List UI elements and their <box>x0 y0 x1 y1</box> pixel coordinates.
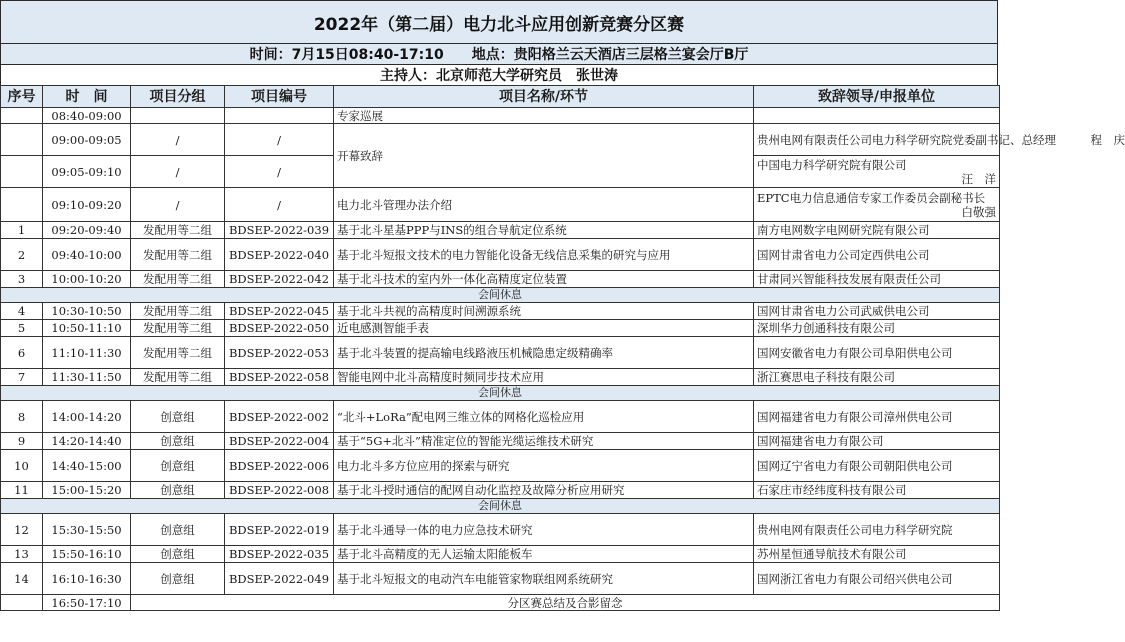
unit-org: EPTC电力信息通信专家工作委员会副秘书长 <box>757 190 986 205</box>
cell-unit <box>754 188 1000 222</box>
cell-time: 11:10-11:30 <box>43 337 131 369</box>
cell-code: BDSEP-2022-006 <box>225 450 334 482</box>
cell-code: BDSEP-2022-002 <box>225 401 334 433</box>
cell-time: 11:30-11:50 <box>43 369 131 386</box>
cell-unit: 深圳华力创通科技有限公司 <box>754 320 1000 337</box>
cell-group: 创意组 <box>131 546 225 563</box>
cell-group: / <box>131 124 225 156</box>
cell-name: 基于北斗短报文的电动汽车电能管家物联组网系统研究 <box>334 563 754 595</box>
cell-unit: 贵州电网有限责任公司电力科学研究院党委副书记、总经理 程 庆 <box>754 124 1000 156</box>
host-line: 主持人：北京师范大学研究员 张世涛 <box>0 64 998 86</box>
cell-time: 09:10-09:20 <box>43 188 131 222</box>
cell-group: 创意组 <box>131 401 225 433</box>
cell-name: 基于北斗共视的高精度时间溯源系统 <box>334 303 754 320</box>
cell-group: 创意组 <box>131 450 225 482</box>
cell-no: 11 <box>1 482 43 499</box>
cell-group <box>131 108 225 124</box>
table-row <box>1 546 1000 563</box>
cell-name: 基于“5G+北斗”精准定位的智能光缆运维技术研究 <box>334 433 754 450</box>
table-row <box>1 303 1000 320</box>
cell-no: 12 <box>1 514 43 546</box>
cell-no: 1 <box>1 222 43 239</box>
break-label: 会间休息 <box>1 499 1000 514</box>
cell-group: 发配用等二组 <box>131 337 225 369</box>
cell-unit: 国网浙江省电力有限公司绍兴供电公司 <box>754 563 1000 595</box>
unit-org: 中国电力科学研究院有限公司 <box>757 157 907 172</box>
col-header-unit: 致辞领导/申报单位 <box>754 86 1000 108</box>
cell-group: 创意组 <box>131 482 225 499</box>
cell-unit: 国网甘肃省电力公司武威供电公司 <box>754 303 1000 320</box>
cell-no: 2 <box>1 239 43 271</box>
cell-code: BDSEP-2022-050 <box>225 320 334 337</box>
cell-name: 基于北斗高精度的无人运输太阳能板车 <box>334 546 754 563</box>
cell-group: 发配用等二组 <box>131 369 225 386</box>
table-row <box>1 433 1000 450</box>
table-row <box>1 450 1000 482</box>
cell-time: 15:50-16:10 <box>43 546 131 563</box>
cell-name: 基于北斗短报文技术的电力智能化设备无线信息采集的研究与应用 <box>334 239 754 271</box>
cell-code: / <box>225 188 334 222</box>
cell-no: 8 <box>1 401 43 433</box>
col-header-name: 项目名称/环节 <box>334 86 754 108</box>
table-row <box>1 320 1000 337</box>
cell-name: 基于北斗技术的室内外一体化高精度定位装置 <box>334 271 754 288</box>
cell-no <box>1 595 43 611</box>
cell-no: 4 <box>1 303 43 320</box>
cell-group: 发配用等二组 <box>131 303 225 320</box>
cell-no <box>1 124 43 156</box>
cell-no: 7 <box>1 369 43 386</box>
cell-name: 近电感测智能手表 <box>334 320 754 337</box>
page-title: 2022年（第二届）电力北斗应用创新竞赛分区赛 <box>0 0 998 44</box>
cell-no: 3 <box>1 271 43 288</box>
cell-no <box>1 108 43 124</box>
cell-time: 09:05-09:10 <box>43 156 131 188</box>
cell-code: BDSEP-2022-045 <box>225 303 334 320</box>
table-row <box>1 239 1000 271</box>
table-row <box>1 482 1000 499</box>
cell-code: / <box>225 124 334 156</box>
cell-group: 创意组 <box>131 563 225 595</box>
cell-name: 基于北斗星基PPP与INS的组合导航定位系统 <box>334 222 754 239</box>
time-and-venue: 时间：7月15日08:40-17:10 地点：贵阳格兰云天酒店三层格兰宴会厅B厅 <box>0 43 998 65</box>
cell-unit: 国网福建省电力有限公司漳州供电公司 <box>754 401 1000 433</box>
cell-unit: 国网福建省电力有限公司 <box>754 433 1000 450</box>
table-row <box>1 337 1000 369</box>
cell-name: 开幕致辞 <box>334 124 754 188</box>
cell-no: 9 <box>1 433 43 450</box>
cell-code: BDSEP-2022-004 <box>225 433 334 450</box>
cell-no <box>1 188 43 222</box>
break-label: 会间休息 <box>1 288 1000 303</box>
cell-code: BDSEP-2022-035 <box>225 546 334 563</box>
col-header-group: 项目分组 <box>131 86 225 108</box>
cell-code: BDSEP-2022-019 <box>225 514 334 546</box>
cell-no: 6 <box>1 337 43 369</box>
break-label: 会间休息 <box>1 386 1000 401</box>
cell-group: 发配用等二组 <box>131 271 225 288</box>
cell-code: BDSEP-2022-039 <box>225 222 334 239</box>
cell-group: 发配用等二组 <box>131 320 225 337</box>
cell-time: 14:00-14:20 <box>43 401 131 433</box>
cell-group: / <box>131 156 225 188</box>
cell-unit: 南方电网数字电网研究院有限公司 <box>754 222 1000 239</box>
cell-code: / <box>225 156 334 188</box>
cell-time: 10:00-10:20 <box>43 271 131 288</box>
schedule-table <box>0 85 1125 611</box>
table-row <box>1 401 1000 433</box>
cell-unit <box>754 156 1000 188</box>
table-row <box>1 514 1000 546</box>
cell-time: 16:50-17:10 <box>43 595 131 611</box>
table-row <box>1 124 1000 156</box>
table-row <box>1 108 1000 124</box>
cell-code: BDSEP-2022-008 <box>225 482 334 499</box>
cell-no: 10 <box>1 450 43 482</box>
cell-no: 14 <box>1 563 43 595</box>
cell-name: “北斗+LoRa”配电网三维立体的网格化巡检应用 <box>334 401 754 433</box>
cell-time: 09:20-09:40 <box>43 222 131 239</box>
cell-no: 13 <box>1 546 43 563</box>
cell-name: 电力北斗管理办法介绍 <box>334 188 754 222</box>
cell-code: BDSEP-2022-040 <box>225 239 334 271</box>
col-header-time: 时 间 <box>43 86 131 108</box>
cell-name: 专家巡展 <box>334 108 754 124</box>
break-row <box>1 499 1000 514</box>
cell-time: 16:10-16:30 <box>43 563 131 595</box>
break-row <box>1 386 1000 401</box>
cell-unit: 浙江赛思电子科技有限公司 <box>754 369 1000 386</box>
cell-unit: 甘肃同兴智能科技发展有限责任公司 <box>754 271 1000 288</box>
cell-time: 09:40-10:00 <box>43 239 131 271</box>
cell-time: 15:30-15:50 <box>43 514 131 546</box>
table-row <box>1 563 1000 595</box>
table-row <box>1 271 1000 288</box>
unit-person: 汪 洋 <box>961 171 996 186</box>
cell-unit: 苏州星恒通导航技术有限公司 <box>754 546 1000 563</box>
cell-name: 智能电网中北斗高精度时频同步技术应用 <box>334 369 754 386</box>
cell-unit <box>754 108 1000 124</box>
cell-name: 基于北斗通导一体的电力应急技术研究 <box>334 514 754 546</box>
cell-code: BDSEP-2022-053 <box>225 337 334 369</box>
cell-code: BDSEP-2022-049 <box>225 563 334 595</box>
cell-code: BDSEP-2022-042 <box>225 271 334 288</box>
cell-no: 5 <box>1 320 43 337</box>
cell-group: 创意组 <box>131 514 225 546</box>
cell-name: 基于北斗授时通信的配网自动化监控及故障分析应用研究 <box>334 482 754 499</box>
cell-unit: 石家庄市经纬度科技有限公司 <box>754 482 1000 499</box>
cell-code <box>225 108 334 124</box>
cell-time: 08:40-09:00 <box>43 108 131 124</box>
cell-name: 电力北斗多方位应用的探索与研究 <box>334 450 754 482</box>
cell-time: 14:20-14:40 <box>43 433 131 450</box>
col-header-code: 项目编号 <box>225 86 334 108</box>
break-row <box>1 288 1000 303</box>
cell-time: 10:50-11:10 <box>43 320 131 337</box>
cell-no <box>1 156 43 188</box>
cell-unit: 国网甘肃省电力公司定西供电公司 <box>754 239 1000 271</box>
cell-unit: 贵州电网有限责任公司电力科学研究院 <box>754 514 1000 546</box>
table-row <box>1 222 1000 239</box>
header-row <box>1 86 1000 108</box>
cell-time: 15:00-15:20 <box>43 482 131 499</box>
cell-code: BDSEP-2022-058 <box>225 369 334 386</box>
cell-group: / <box>131 188 225 222</box>
closing-label: 分区赛总结及合影留念 <box>131 595 1000 611</box>
col-header-no: 序号 <box>1 86 43 108</box>
cell-time: 10:30-10:50 <box>43 303 131 320</box>
cell-time: 09:00-09:05 <box>43 124 131 156</box>
cell-name: 基于北斗装置的提高输电线路液压机械隐患定级精确率 <box>334 337 754 369</box>
table-row <box>1 188 1000 222</box>
unit-person: 白敬强 <box>961 204 996 219</box>
table-row <box>1 369 1000 386</box>
cell-group: 发配用等二组 <box>131 222 225 239</box>
cell-unit: 国网安徽省电力有限公司阜阳供电公司 <box>754 337 1000 369</box>
cell-unit: 国网辽宁省电力有限公司朝阳供电公司 <box>754 450 1000 482</box>
cell-time: 14:40-15:00 <box>43 450 131 482</box>
table-row <box>1 595 1000 611</box>
cell-group: 创意组 <box>131 433 225 450</box>
cell-group: 发配用等二组 <box>131 239 225 271</box>
